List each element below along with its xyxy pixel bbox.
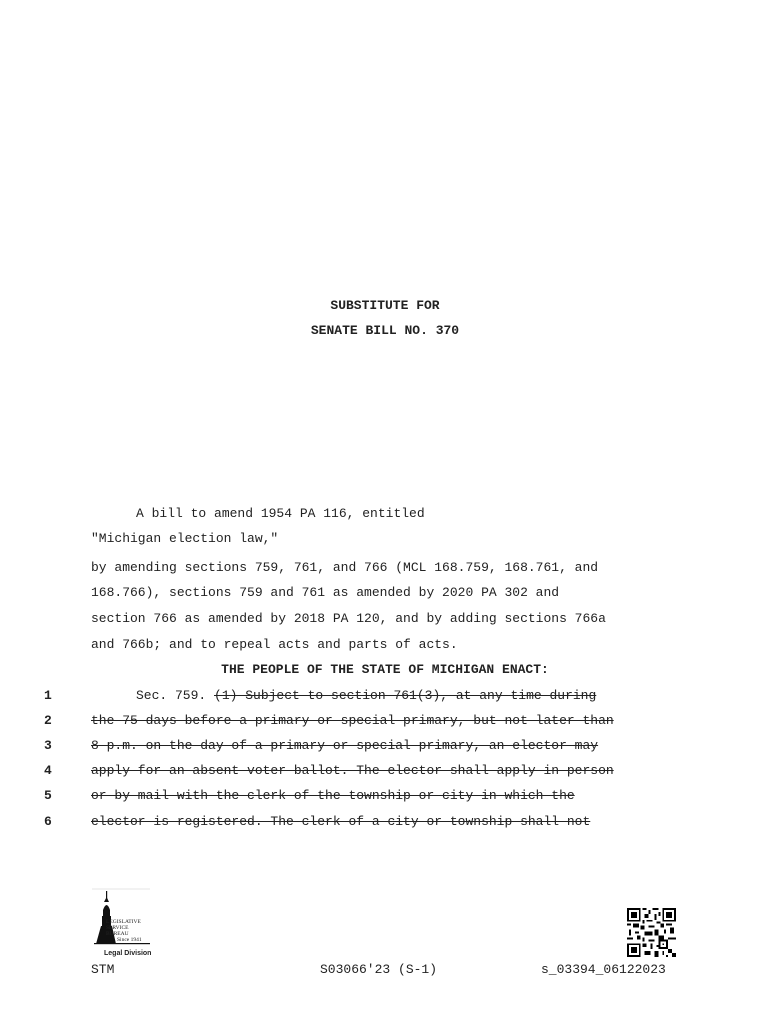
line-number: 2 — [44, 713, 52, 728]
preamble-line: and 766b; and to repeal acts and parts of acts. — [91, 637, 458, 652]
qr-code-icon — [627, 908, 676, 957]
struck-text: apply for an absent voter ballot. The elector shall apply in person — [91, 763, 614, 778]
preamble-line: 168.766), sections 759 and 761 as amended by 2020 PA 302 and — [91, 585, 560, 600]
preamble-line: by amending sections 759, 761, and 766 (MCL 168.759, 168.761, and — [91, 560, 599, 575]
preamble-title: "Michigan election law," — [91, 531, 279, 546]
enacting-clause: THE PEOPLE OF THE STATE OF MICHIGAN ENACT: — [221, 662, 549, 677]
footer-drafter-initials: STM — [91, 962, 115, 977]
line-number: 1 — [44, 688, 52, 703]
logo-text: LEGISLATIVE SERVICE BUREAU Since 1941 — [106, 919, 142, 943]
line-number: 3 — [44, 738, 52, 753]
section-label: Sec. 759. — [136, 688, 215, 703]
footer-file-code: s_03394_06122023 — [541, 962, 666, 977]
logo-division: Legal Division — [104, 950, 152, 957]
struck-text: 8 p.m. on the day of a primary or special primary, an elector may — [91, 738, 599, 753]
line-number: 6 — [44, 814, 52, 829]
bill-heading-number: SENATE BILL NO. 370 — [310, 323, 460, 338]
lsb-logo — [92, 888, 152, 960]
line-number: 4 — [44, 763, 52, 778]
struck-text: (1) Subject to section 761(3), at any time during — [214, 688, 597, 703]
preamble-intro: A bill to amend 1954 PA 116, entitled — [136, 506, 425, 521]
bill-heading-substitute: SUBSTITUTE FOR — [330, 298, 440, 313]
line-number: 5 — [44, 788, 52, 803]
bill-text-line — [136, 688, 596, 703]
footer-document-id: S03066'23 (S-1) — [320, 962, 438, 977]
struck-text: or by mail with the clerk of the township or city in which the — [91, 788, 575, 803]
struck-text: the 75 days before a primary or special primary, but not later than — [91, 713, 614, 728]
struck-text: elector is registered. The clerk of a city or township shall not — [91, 814, 591, 829]
preamble-line: section 766 as amended by 2018 PA 120, and by adding sections 766a — [91, 611, 606, 626]
